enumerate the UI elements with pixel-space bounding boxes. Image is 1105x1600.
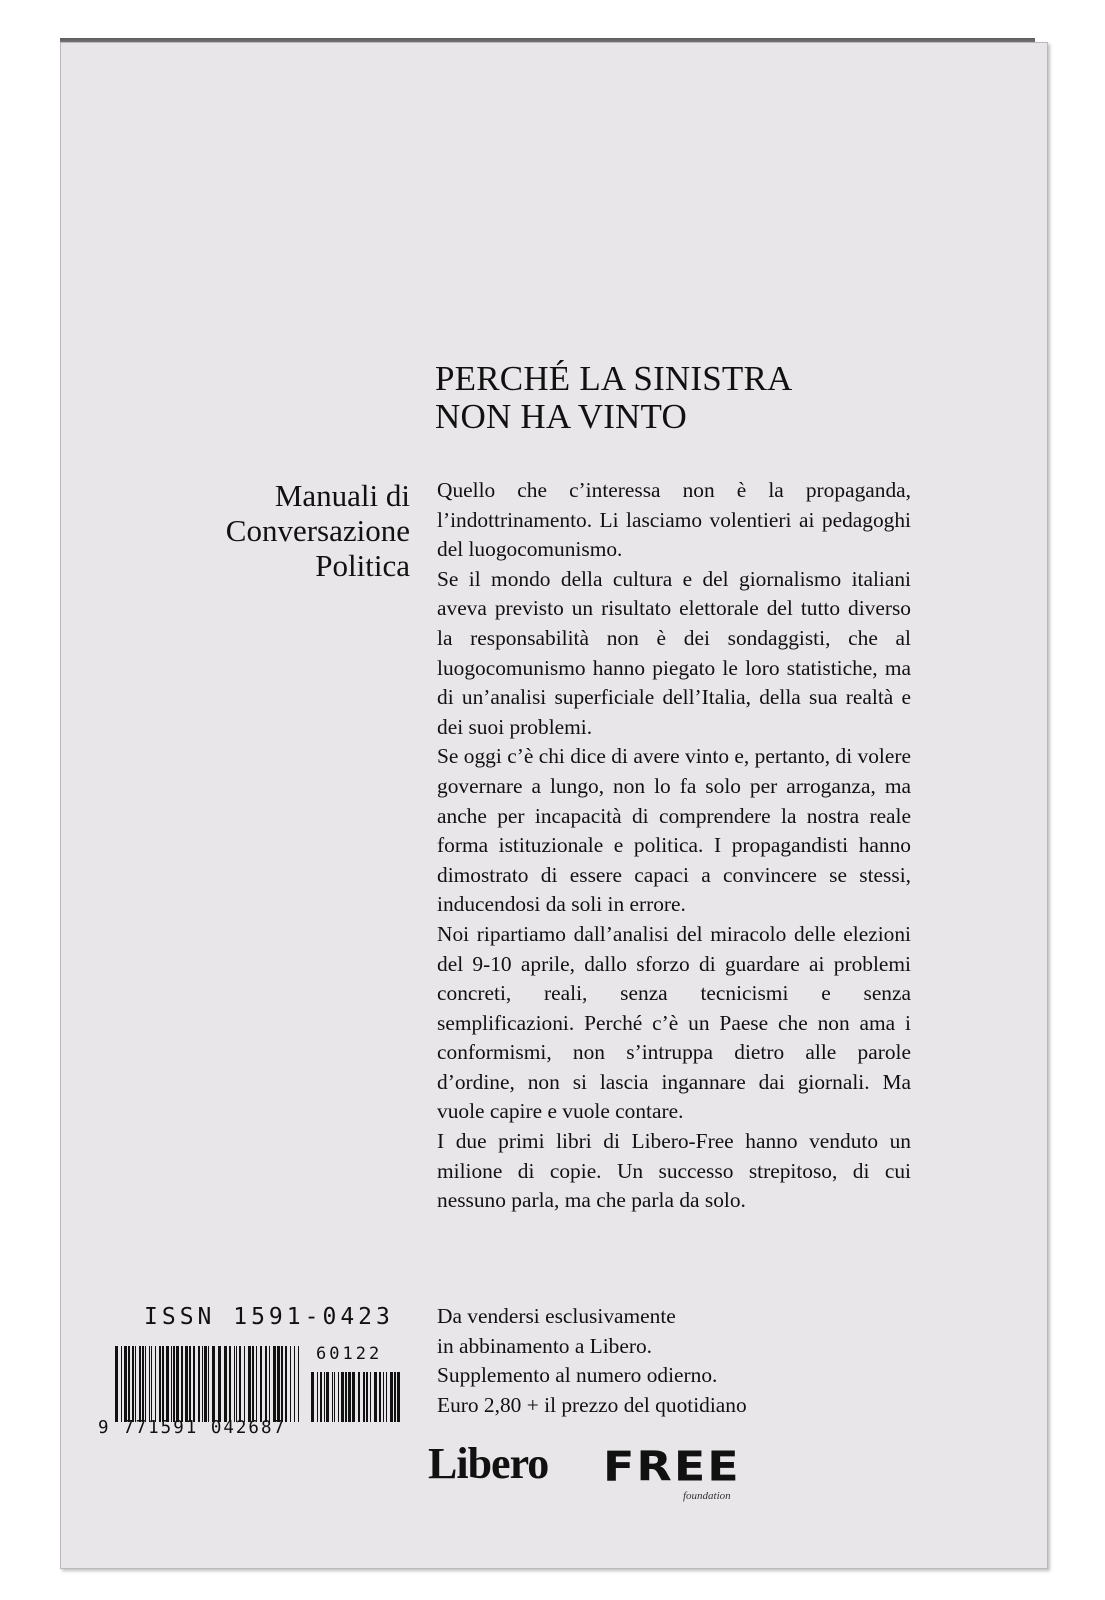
barcode-bar (265, 1346, 267, 1422)
barcode-bar (345, 1372, 347, 1422)
barcode-bar (176, 1346, 179, 1422)
barcode-bar (383, 1372, 384, 1422)
barcode-bar (317, 1372, 318, 1422)
barcode-bar (363, 1372, 365, 1422)
barcode-bar (202, 1346, 203, 1422)
blurb-paragraph-4: Noi ripartiamo dall’analisi del miracolo delle elezioni del 9-10 aprile, dallo sforzo di guardare ai problemi concreti, reali, senza tecnicismi e senza semplificazioni. Perché c’è un Paese che non ama i conformismi, non s’intruppa dietro alle parole d’ordine, non si lascia ingannare dai giornali. Ma vuole capire e vuole contare. (437, 921, 911, 1124)
libero-logo: Libero (428, 1439, 549, 1488)
barcode-bar (379, 1372, 381, 1422)
title-line-2: NON HA VINTO (435, 397, 687, 436)
barcode-bar (269, 1346, 270, 1422)
sale-notice (437, 1302, 837, 1420)
barcode-bar (294, 1346, 295, 1422)
barcode-bar (204, 1346, 207, 1422)
barcode-bar (171, 1346, 172, 1422)
barcode-bar (128, 1346, 130, 1422)
blurb-paragraph-1: Quello che c’interessa non è la propaganda, l’indottrinamento. Li lasciamo volentieri ai pedagoghi del luogocomunismo. (437, 478, 911, 562)
notice-line-2: in abbinamento a Libero. (437, 1333, 653, 1358)
barcode-bar (394, 1372, 396, 1422)
barcode-bar (208, 1346, 209, 1422)
blurb-text (437, 476, 911, 1216)
free-foundation-label: foundation (683, 1490, 731, 1502)
barcode-bar (374, 1372, 377, 1422)
barcode-bar (151, 1346, 152, 1422)
barcode-bar (256, 1346, 257, 1422)
barcode-bar (338, 1372, 339, 1422)
barcode-bar (281, 1346, 283, 1422)
barcode-bar (142, 1346, 144, 1422)
barcode-bar (397, 1372, 400, 1422)
barcode-bar (332, 1372, 333, 1422)
barcode-bar (115, 1346, 118, 1422)
blurb-paragraph-5: I due primi libri di Libero-Free hanno venduto un milione di copie. Un successo strepitoso, di cui nessuno parla, ma che parla da solo. (437, 1129, 911, 1213)
barcode-bar (193, 1346, 195, 1422)
barcode-bar (285, 1346, 287, 1422)
barcode-bar (390, 1372, 393, 1422)
barcode-bar (149, 1346, 150, 1422)
barcode-bar (198, 1346, 200, 1422)
barcode-bar (166, 1346, 169, 1422)
barcode-bar (181, 1346, 183, 1422)
barcode-bar (218, 1346, 221, 1422)
barcode-bar (234, 1346, 235, 1422)
book-title (435, 360, 955, 436)
barcode-bar (277, 1346, 280, 1422)
barcode-bar (212, 1346, 215, 1422)
barcode-bar (162, 1346, 164, 1422)
barcode-bar (298, 1346, 299, 1422)
barcode-bar (370, 1372, 371, 1422)
barcode-main-bars (115, 1346, 301, 1422)
barcode-bar (358, 1372, 360, 1422)
barcode-bar (189, 1346, 191, 1422)
notice-line-3: Supplemento al numero odierno. (437, 1363, 718, 1388)
notice-line-1: Da vendersi esclusivamente (437, 1304, 676, 1328)
barcode-bar (229, 1346, 231, 1422)
barcode-bar (320, 1372, 322, 1422)
barcode-bar (236, 1346, 237, 1422)
barcode-addon-number: 60122 (316, 1344, 383, 1364)
barcode-bar (386, 1372, 387, 1422)
free-logo: FREE (603, 1441, 741, 1491)
barcode-bar (135, 1346, 136, 1422)
barcode-bar (252, 1346, 254, 1422)
barcode-bar (145, 1346, 146, 1422)
barcode-bar (311, 1372, 314, 1422)
barcode-bar (121, 1346, 122, 1422)
barcode-bar (290, 1346, 291, 1422)
barcode-bar (324, 1372, 325, 1422)
barcode (98, 1342, 408, 1452)
barcode-bar (326, 1372, 329, 1422)
barcode-bar (185, 1346, 188, 1422)
barcode-bar (341, 1372, 344, 1422)
barcode-bar (334, 1372, 335, 1422)
barcode-bar (239, 1346, 241, 1422)
issn-code: ISSN 1591-0423 (144, 1304, 394, 1330)
barcode-bar (132, 1346, 134, 1422)
barcode-bar (244, 1346, 245, 1422)
barcode-bar (352, 1372, 355, 1422)
barcode-bar (248, 1346, 251, 1422)
barcode-bar (139, 1346, 141, 1422)
barcode-bar (273, 1346, 276, 1422)
blurb-paragraph-3: Se oggi c’è chi dice di avere vinto e, pertanto, di volere governare a lungo, non lo fa solo per arroganza, ma anche per incapacità di comprendere la nostra reale forma istituzionale e politica. I propagandisti hanno dimostrato di essere capaci a convincere se stessi, inducendosi da soli in errore. (437, 744, 911, 917)
title-line-1: PERCHÉ LA SINISTRA (435, 359, 793, 398)
barcode-bar (173, 1346, 175, 1422)
barcode-bar (124, 1346, 127, 1422)
barcode-bar (155, 1346, 156, 1422)
barcode-number: 9 771591 042687 (98, 1418, 287, 1438)
barcode-bar (348, 1372, 351, 1422)
barcode-bar (159, 1346, 161, 1422)
series-line-2: Conversazione (225, 513, 410, 548)
barcode-bar (224, 1346, 227, 1422)
barcode-bar (366, 1372, 368, 1422)
barcode-addon-bars (311, 1372, 402, 1422)
series-line-3: Politica (315, 548, 410, 583)
series-line-1: Manuali di (274, 478, 410, 513)
barcode-bar (260, 1346, 262, 1422)
series-name (170, 478, 410, 583)
blurb-paragraph-2: Se il mondo della cultura e del giornalismo italiani aveva previsto un risultato elettorale del tutto diverso la responsabilità non è dei sondaggisti, che al luogocomunismo hanno piegato le loro statistiche, ma di un’analisi superficiale dell’Italia, della sua realtà e dei suoi problemi. (437, 566, 911, 739)
notice-line-4: Euro 2,80 + il prezzo del quotidiano (437, 1392, 747, 1417)
